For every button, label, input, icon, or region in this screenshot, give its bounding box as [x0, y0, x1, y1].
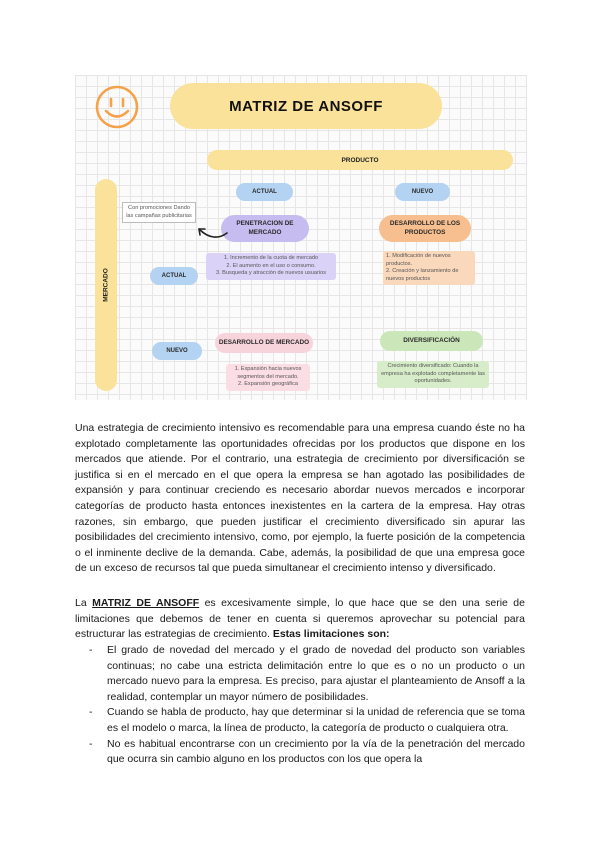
paragraph-matriz: [75, 596, 525, 643]
limitations-list: [75, 643, 525, 768]
quadrant-penetracion: PENETRACION DE MERCADO: [221, 215, 309, 242]
desarrollo-productos-note-1: 1. Modificación de nuevos productos.: [386, 253, 451, 267]
promo-note: Con promociones Dando las campañas publicitarias: [122, 202, 196, 223]
dash-marker: -: [89, 737, 93, 750]
desarrollo-productos-notes: [383, 251, 475, 285]
paragraph-matriz-middle: es excesivamente simple, lo que hace que se den una serie de limitaciones que debemos de tener en cuenta si queremos aprovechar su potencial para estructurar las estrategias de crecimiento.: [75, 597, 525, 641]
limitaciones-heading: Estas limitaciones son:: [272, 628, 390, 641]
arrow-icon: [185, 215, 229, 245]
quadrant-desarrollo-productos: DESARROLLO DE LOS PRODUCTOS: [379, 215, 471, 242]
desarrollo-mercado-note-2: 2. Expansión geográfica: [237, 381, 299, 388]
dash-marker: -: [89, 644, 93, 656]
quadrant-desarrollo-mercado: DESARROLLO DE MERCADO: [215, 333, 313, 353]
matriz-keyword: MATRIZ DE ANSOFF: [92, 597, 200, 609]
diversificacion-note: Crecimiento diversificado: Cuando la empresa ha explotado completamente las oportunidades.: [377, 361, 489, 388]
row-actual: ACTUAL: [150, 267, 198, 285]
smiley-icon: [94, 84, 140, 130]
penetracion-note-1: 1. Incremento de la cuota de mercado: [223, 255, 319, 261]
figure-title: MATRIZ DE ANSOFF: [170, 83, 442, 129]
desarrollo-mercado-notes: [226, 364, 310, 391]
list-item: [75, 705, 525, 736]
penetracion-notes: [206, 253, 336, 280]
paragraph-crecimiento: Una estrategia de crecimiento intensivo es recomendable para una empresa cuando éste no ha explotado completamente las oportunidades ofrecidas por los productos que dispone en los mercados que atiende. Por el contrario, una estrategia de crecimiento por diversificación se justifica si en el mercado en el que opera la empresa se han agotado las posibilidades de expansión y para continuar creciendo es necesario abordar nuevos mercados e incorporar categorías de producto hasta entonces inexistentes en la cartera de la empresa. Hay otras razones, sin embargo, que pueden justificar el crecimiento diversificado sin apurar las posibilidades del crecimiento intensivo, como, por ejemplo, la fuerte posición de la competencia o el inminente declive de la demanda. Cabe, además, la posibilidad de que una empresa goce de un exceso de recursos tal que pueda simultanear el crecimiento intenso y diversificado.: [75, 422, 525, 575]
penetracion-note-2: 2. El aumento en el uso o consumo.: [226, 262, 316, 269]
producto-axis-label: PRODUCTO: [207, 150, 513, 170]
ansoff-matrix-figure: [75, 75, 527, 400]
list-item: [75, 643, 525, 705]
desarrollo-productos-note-2: 2. Creación y lanzamiento de nuevos productos: [386, 268, 459, 282]
dash-marker: -: [89, 706, 93, 719]
column-nuevo: NUEVO: [395, 183, 450, 201]
column-actual: ACTUAL: [236, 183, 293, 201]
row-nuevo: NUEVO: [152, 342, 202, 360]
list-item: [75, 737, 525, 768]
desarrollo-mercado-note-1: 1. Expansión hacia nuevos segmentos del mercado.: [234, 366, 302, 380]
limitation-text: El grado de novedad del mercado y el grado de novedad del producto son variables continuas; no cabe una estricta delimitación entre lo que es o no un producto o un mercado nuevo para la empresa. Es preciso, para ajustar el planteamiento de Ansoff a la realidad, contemplar un mayor número de posibilidades.: [107, 644, 525, 703]
paragraph-matriz-lead: La: [75, 597, 93, 609]
mercado-axis-label: MERCADO: [102, 268, 110, 302]
penetracion-note-3: 3. Busqueda y atracción de nuevos usuarios: [215, 270, 327, 277]
limitation-text: No es habitual encontrarse con un crecimiento por la vía de la penetración del mercado que ocurra sin cambio alguno en los productos con los que opera la: [107, 737, 525, 766]
quadrant-diversificacion: DIVERSIFICACIÓN: [380, 331, 483, 351]
limitation-text: Cuando se habla de producto, hay que determinar si la unidad de referencia que se toma es el modelo o marca, la línea de producto, la categoría de producto o cualquiera otra.: [107, 706, 525, 734]
